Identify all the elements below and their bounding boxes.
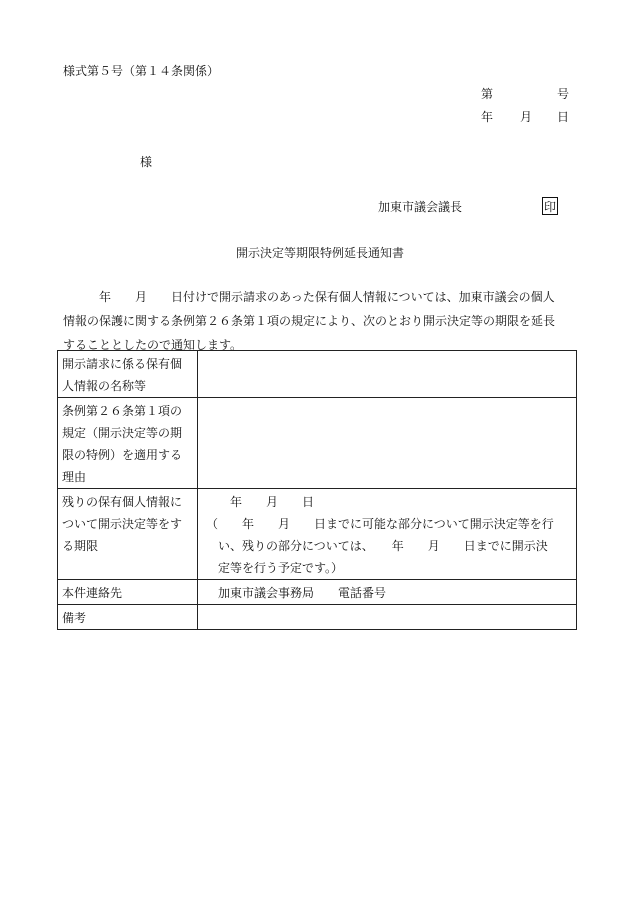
date-year: 年 <box>481 110 494 124</box>
row-label: 本件連絡先 <box>58 580 198 605</box>
table-row-info-name <box>58 351 577 398</box>
deadline-line: （ 年 月 日までに可能な部分について開示決定等を行 <box>206 517 554 531</box>
notice-body-line: 情報の保護に関する条例第２６条第１項の規定により、次のとおり開示決定等の期限を延長 <box>63 314 556 328</box>
sender-name: 加東市議会議長 <box>378 200 463 214</box>
row-value-deadline <box>198 489 577 580</box>
row-label: 残りの保有個人情報について開示決定等をする期限 <box>58 489 198 580</box>
row-value-reason <box>198 398 577 489</box>
form-number: 様式第５号（第１４条関係） <box>63 64 220 78</box>
deadline-line: い、残りの部分については、 年 月 日までに開示決 <box>206 539 548 553</box>
notice-body-line: することとしたので通知します。 <box>63 338 243 352</box>
deadline-line: 定等を行う予定です。） <box>206 561 344 575</box>
deadline-line: 年 月 日 <box>206 495 315 509</box>
table-row-reason <box>58 398 577 489</box>
row-label: 開示請求に係る保有個人情報の名称等 <box>58 351 198 398</box>
table-row-deadline <box>58 489 577 580</box>
document-title: 開示決定等期限特例延長通知書 <box>236 246 405 260</box>
document-number-suffix: 号 <box>557 87 570 101</box>
seal-stamp: 印 <box>542 197 558 215</box>
row-value-remarks <box>198 605 577 630</box>
date-month: 月 <box>520 110 533 124</box>
document-number-label: 第 <box>481 87 494 101</box>
table-row-remarks <box>58 605 577 630</box>
date-day: 日 <box>557 110 570 124</box>
notice-body-line: 年 月 日付けで開示請求のあった保有個人情報については、加東市議会の個人 <box>63 290 555 304</box>
row-label: 条例第２６条第１項の規定（開示決定等の期限の特例）を適用する理由 <box>58 398 198 489</box>
row-value-info-name <box>198 351 577 398</box>
info-table <box>57 350 577 630</box>
table-row-contact <box>58 580 577 605</box>
addressee-honorific: 様 <box>140 155 153 169</box>
row-value-contact: 加東市議会事務局 電話番号 <box>198 580 577 605</box>
notice-body <box>63 285 586 357</box>
row-label: 備考 <box>58 605 198 630</box>
